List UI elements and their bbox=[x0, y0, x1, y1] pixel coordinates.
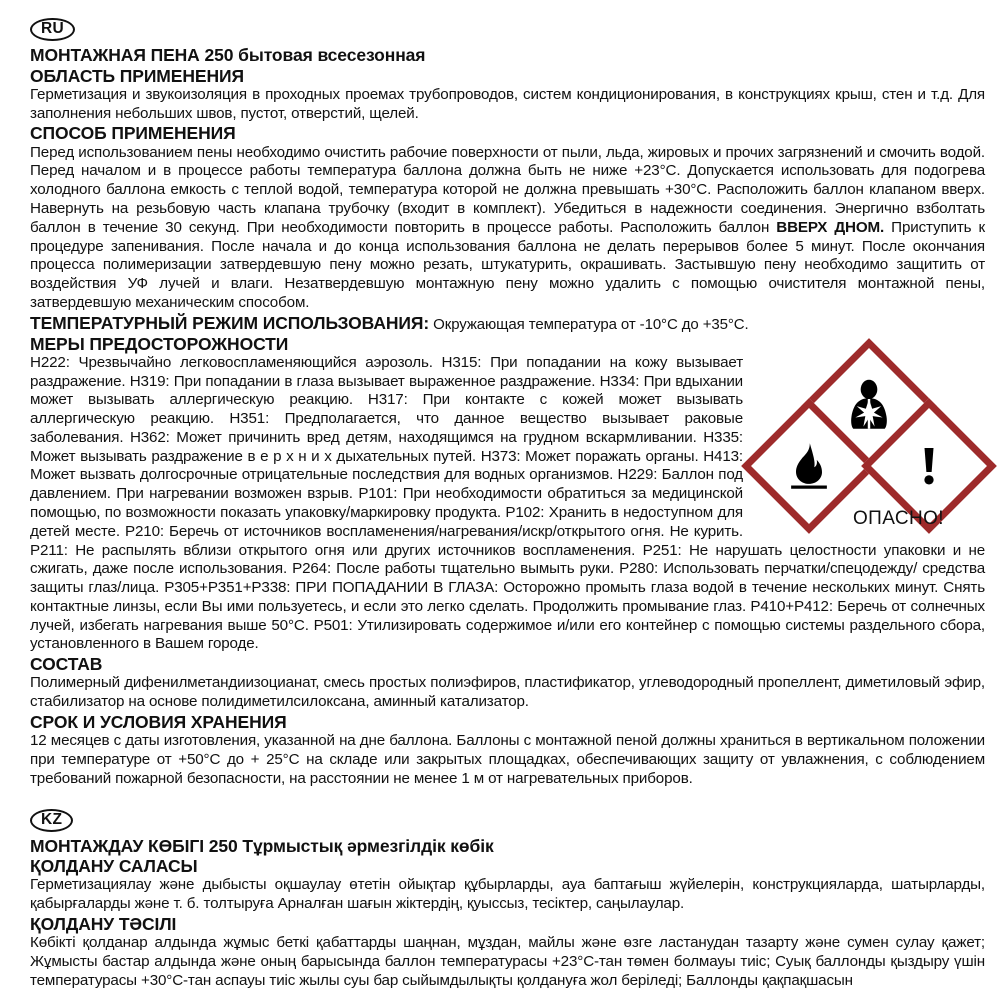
ghs-exclamation-icon bbox=[881, 418, 977, 514]
lang-badge-ru: RU bbox=[30, 18, 75, 41]
heading-composition-ru: СОСТАВ bbox=[30, 654, 103, 675]
text-hazard-statements-ru: H222: Чрезвычайно легковоспламеняющийся аэрозоль. H315: При попадании на кожу вызывает раздражение. H319: При попадании в глаза вызывает выраженное раздражение. H334: При вдыхании может вызывать аллергическую реакцию. H317: При контакте с кожей может вызывать аллергическую реакцию. H351: Предполагается, что данное вещество вызывает раковые заболевания. H362: Может причинить вред детям, находящимся на грудном вскармливании. H335: Может вызывать раздражение в е р х н и х дыхательных путей. H373: Может поражать органы. H413: Может вызвать долгосрочные отрицательные последствия для водных организмов. H229: Баллон под давлением. При нагревании возможен взрыв. P101: При необходимости обратиться за медицинской помощью, по возможности показать упаковку/маркировку продукта. P102: Хранить в недоступном для детей месте. P210: Беречь от источников воспламенения/нагревания/искр/открытого огня. Не курить. P211: Не распылять вблизи открытого огня или других источников воспламенения. P251: Не нарушать целостности упаковки и не сжигать, даже после использования. P264: После работы тщательно вымыть руки. P280: Использовать перчатки/спецодежду/ средства защиты глаз/лица. P305+P351+P338: ПРИ ПОПАДАНИИ В ГЛАЗА: Осторожно промыть глаза водой в течение нескольких минут. Снять контактные линзы, если Вы ими пользуетесь, и если это легко сделать. Продолжить промывание глаз. P410+P412: Беречь от солнечных лучей, избегать нагревания выше 50°C. P501: Утилизировать содержимое и/или его контейнер с помощью системы раздельного сбора, установленного в Вашем городе. bbox=[30, 353, 985, 653]
section-divider-space bbox=[30, 789, 985, 809]
product-title-kz: МОНТАЖДАУ КӨБІГІ 250 Тұрмыстық әрмезгілдік көбік bbox=[30, 835, 494, 856]
usage-text-part-1: Перед использованием пены необходимо очистить рабочие поверхности от пыли, льда, жировых и прочих загрязнений и смочить водой. Перед началом и в процессе работы температура баллона должна быть не ниже +23°C. Допускается использовать для подогрева холодного баллона емкость с теплой водой, температура которой не должна превышать +30°C. Расположить баллон клапаном вверх. Навернуть на резьбовую часть клапана трубочку (входит в комплект). Убедиться в надежности соединения. Энергично взболтать баллон в течение 30 секунд. При необходимости повторить в процессе работы. Расположить баллон bbox=[30, 143, 985, 236]
flame-glyph bbox=[761, 418, 857, 514]
heading-precautions-ru: МЕРЫ ПРЕДОСТОРОЖНОСТИ bbox=[30, 333, 289, 354]
hazard-statements-region bbox=[30, 354, 985, 654]
heading-application-area-kz: ҚОЛДАНУ САЛАСЫ bbox=[30, 856, 198, 877]
temperature-range-value: Окружающая температура от -10°C до +35°C. bbox=[429, 315, 749, 333]
section-ru bbox=[30, 18, 985, 789]
lang-badge-kz: KZ bbox=[30, 809, 73, 832]
exclamation-mark-glyph bbox=[881, 418, 977, 514]
heading-application-area-ru: ОБЛАСТЬ ПРИМЕНЕНИЯ bbox=[30, 65, 244, 86]
usage-text-bold-run: ВВЕРХ ДНОМ. bbox=[776, 218, 885, 236]
signal-word: ОПАСНО! bbox=[853, 507, 944, 529]
temperature-range-label: ТЕМПЕРАТУРНЫЙ РЕЖИМ ИСПОЛЬЗОВАНИЯ: bbox=[30, 312, 430, 333]
ghs-flammable-icon bbox=[761, 418, 857, 514]
heading-usage-method-ru: СПОСОБ ПРИМЕНЕНИЯ bbox=[30, 123, 236, 144]
text-composition-ru: Полимерный дифенилметандиизоцианат, смесь простых полиэфиров, пластификатор, углеводородный пропеллент, диметиловый эфир, стабилизатор на основе полидиметилсилоксана, аминный катализатор. bbox=[30, 674, 985, 711]
label-content bbox=[30, 18, 985, 991]
ghs-pictogram-cluster bbox=[753, 356, 985, 538]
text-application-area-kz: Герметизациялау және дыбысты оқшаулау өтетін ойықтар құбырларды, ауа баптағыш жүйелерін, конструкцияларда, шатырларды, қабырғаларды және т. б. толтыруға Арналған шағын жіктердің, қуыссыз, тесіктер, саңылаулар. bbox=[30, 876, 985, 913]
section-kz bbox=[30, 809, 985, 991]
text-storage-ru: 12 месяцев с даты изготовления, указанной на дне баллона. Баллоны с монтажной пеной должны храниться в вертикальном положении при температуре от +50°C до + 25°C на складе или закрытых площадках, обеспечивающих защиту от увлажнения, с соблюдением требований пожарной безопасности, на расстоянии не менее 1 м от нагревательных приборов. bbox=[30, 732, 985, 787]
text-usage-method-kz: Көбікті қолданар алдында жұмыс беткі қабаттарды шаңнан, мұздан, майлы және өзге ластанудан тазарту және сумен сулау қажет; Жұмысты бастар алдында және оның барысында баллон температурасы +23°C-тан төмен болмауы тиіс; Суық баллонды қыздыру үшін температурасы +30°C-тан аспауы тиіс жылы суы бар сыйымдылықты қолдануға жол беріледі; Баллонды қақпақшасын bbox=[30, 934, 985, 989]
heading-storage-ru: СРОК И УСЛОВИЯ ХРАНЕНИЯ bbox=[30, 711, 287, 732]
heading-temperature-range-ru bbox=[30, 313, 985, 334]
text-usage-method-ru bbox=[30, 144, 985, 313]
text-application-area-ru: Герметизация и звукоизоляция в проходных проемах трубопроводов, систем кондиционирования, в конструкциях крыш, стен и т.д. Для заполнения небольших швов, пустот, отверстий, щелей. bbox=[30, 85, 985, 122]
product-title-ru: МОНТАЖНАЯ ПЕНА 250 бытовая всесезонная bbox=[30, 45, 426, 66]
usage-text-part-2: Приступить к процедуре запенивания. После начала и до конца использования баллона не делать перерывов более 5 минут. После окончания процесса полимеризации затвердевшую пену можно резать, штукатурить, окрашивать. Застывшую пену необходимо защитить от воздействия УФ лучей и влаги. Незатвердевшую монтажную пену можно удалить с помощью очистителя монтажной пены, затвердевшую механическим способом. bbox=[30, 218, 985, 311]
heading-usage-method-kz: ҚОЛДАНУ ТӘСІЛІ bbox=[30, 913, 177, 934]
